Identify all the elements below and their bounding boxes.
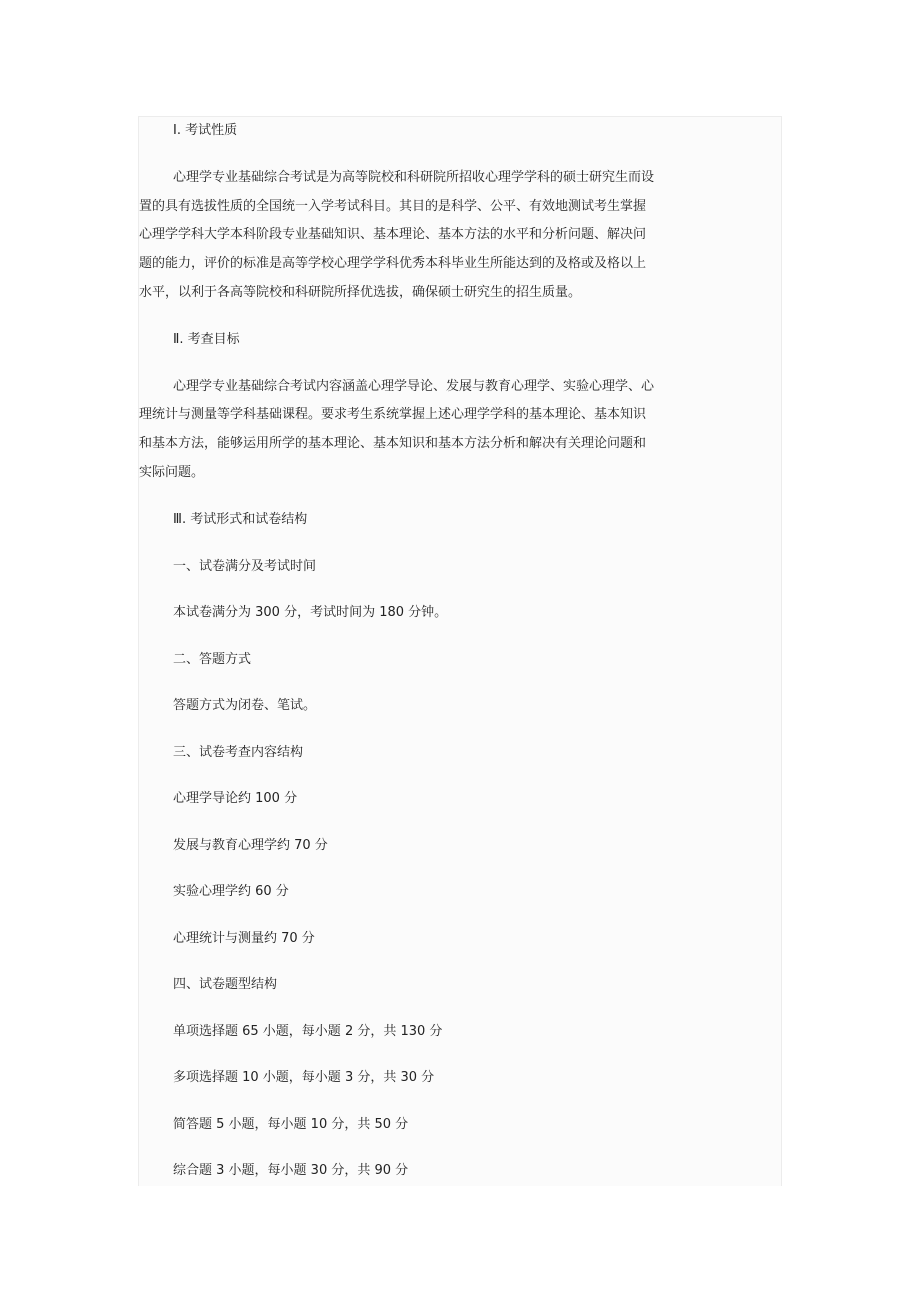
paragraph-line: 心理学学科大学本科阶段专业基础知识、基本理论、基本方法的水平和分析问题、解决问 bbox=[139, 227, 647, 242]
paragraph-line: 置的具有选拔性质的全国统一入学考试科目。其目的是科学、公平、有效地测试考生掌握 bbox=[139, 199, 647, 214]
list-item: 多项选择题 10 小题，每小题 3 分，共 30 分 bbox=[173, 1070, 435, 1085]
section-title-format: Ⅲ. 考试形式和试卷结构 bbox=[173, 512, 308, 527]
list-item: 简答题 5 小题，每小题 10 分，共 50 分 bbox=[173, 1117, 409, 1132]
subsection-title: 二、答题方式 bbox=[173, 652, 252, 667]
subsection-title: 四、试卷题型结构 bbox=[173, 977, 278, 992]
list-item: 综合题 3 小题，每小题 30 分，共 90 分 bbox=[173, 1163, 409, 1178]
list-item: 发展与教育心理学约 70 分 bbox=[173, 838, 328, 853]
paragraph-line: 心理学专业基础综合考试是为高等院校和科研院所招收心理学学科的硕士研究生而设 bbox=[173, 170, 655, 185]
list-item: 心理统计与测量约 70 分 bbox=[173, 931, 315, 946]
paragraph-line: 理统计与测量等学科基础课程。要求考生系统掌握上述心理学学科的基本理论、基本知识 bbox=[139, 407, 647, 422]
paragraph-line: 水平，以利于各高等院校和科研院所择优选拔，确保硕士研究生的招生质量。 bbox=[139, 285, 582, 300]
list-item: 答题方式为闭卷、笔试。 bbox=[173, 698, 317, 713]
section-title-nature: Ⅰ. 考试性质 bbox=[173, 123, 238, 138]
subsection-title: 一、试卷满分及考试时间 bbox=[173, 559, 317, 574]
paragraph-line: 和基本方法，能够运用所学的基本理论、基本知识和基本方法分析和解决有关理论问题和 bbox=[139, 436, 647, 451]
subsection-title: 三、试卷考查内容结构 bbox=[173, 745, 304, 760]
list-item: 本试卷满分为 300 分，考试时间为 180 分钟。 bbox=[173, 605, 448, 620]
section-title-objectives: Ⅱ. 考查目标 bbox=[173, 332, 240, 347]
document-page bbox=[138, 116, 782, 1186]
list-item: 单项选择题 65 小题，每小题 2 分，共 130 分 bbox=[173, 1024, 443, 1039]
paragraph-line: 心理学专业基础综合考试内容涵盖心理学导论、发展与教育心理学、实验心理学、心 bbox=[173, 379, 655, 394]
paragraph-line: 实际问题。 bbox=[139, 465, 205, 480]
list-item: 心理学导论约 100 分 bbox=[173, 791, 298, 806]
paragraph-line: 题的能力，评价的标准是高等学校心理学学科优秀本科毕业生所能达到的及格或及格以上 bbox=[139, 256, 647, 271]
list-item: 实验心理学约 60 分 bbox=[173, 884, 289, 899]
